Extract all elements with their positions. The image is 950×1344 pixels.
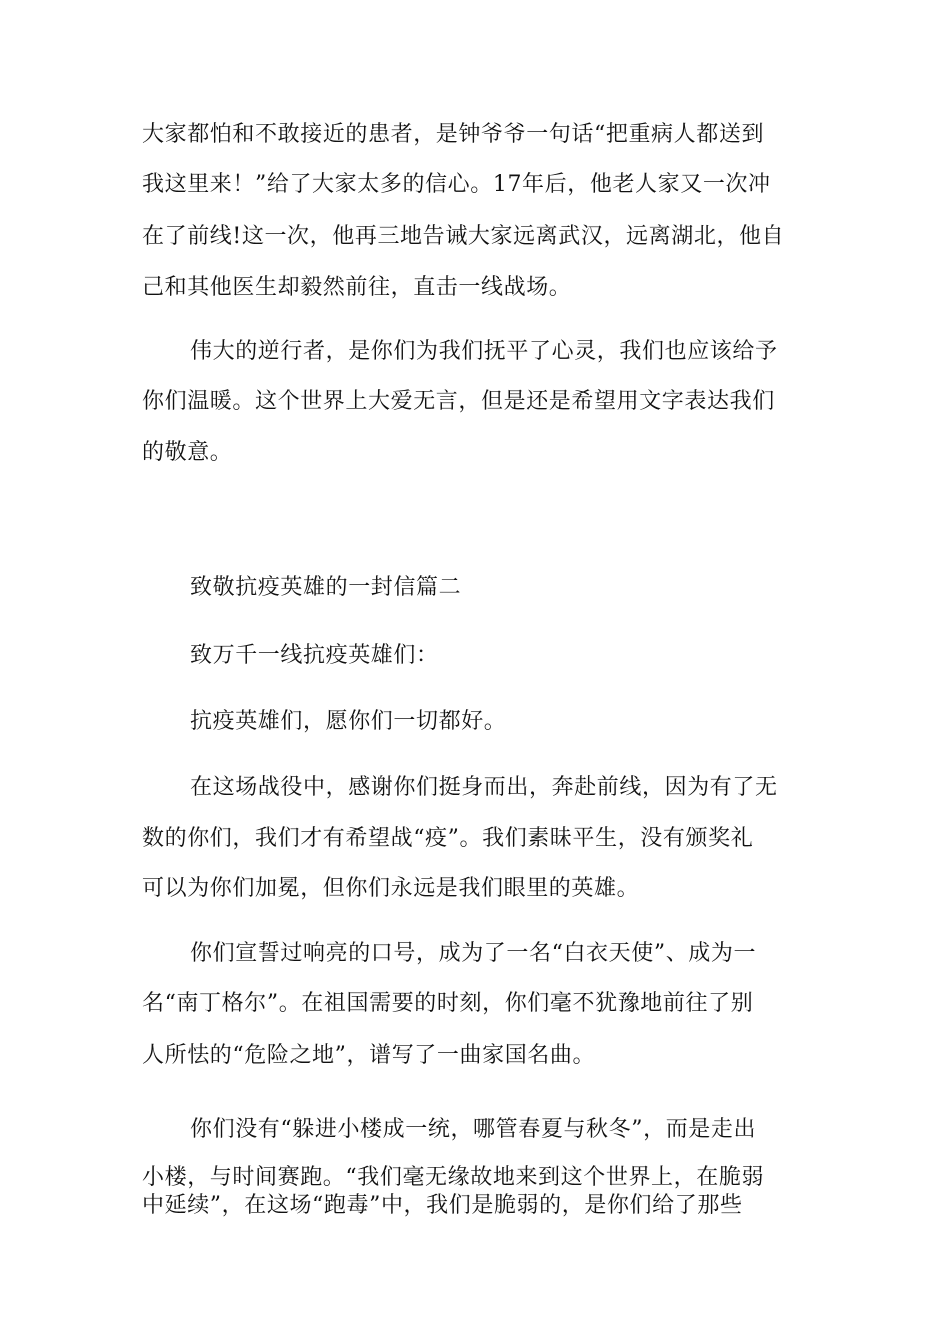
- paragraph-2-line-2: 你们温暖。这个世界上大爱无言，但是还是希望用文字表达我们: [142, 389, 775, 414]
- paragraph-4-line-3: 人所怯的“危险之地”，谱写了一曲家国名曲。: [142, 1043, 596, 1068]
- paragraph-5-line-3: 中延续”，在这场“跑毒”中，我们是脆弱的，是你们给了那些: [142, 1193, 743, 1218]
- paragraph-1-line-4: 己和其他医生却毅然前往，直击一线战场。: [142, 275, 572, 300]
- paragraph-3-line-1: 在这场战役中，感谢你们挺身而出，奔赴前线，因为有了无: [190, 775, 778, 800]
- paragraph-3-line-3: 可以为你们加冕，但你们永远是我们眼里的英雄。: [142, 876, 640, 901]
- paragraph-2-line-1: 伟大的逆行者，是你们为我们抚平了心灵，我们也应该给予: [190, 339, 778, 364]
- paragraph-5-line-1: 你们没有“躲进小楼成一统，哪管春夏与秋冬”，而是走出: [190, 1117, 757, 1142]
- salutation: 致万千一线抗疫英雄们：: [190, 643, 439, 668]
- paragraph-4-line-2: 名“南丁格尔”。在祖国需要的时刻，你们毫不犹豫地前往了别: [142, 991, 754, 1016]
- greeting: 抗疫英雄们，愿你们一切都好。: [190, 709, 507, 734]
- paragraph-1-line-3: 在了前线!这一次，他再三地告诫大家远离武汉，远离湖北，他自: [142, 224, 785, 249]
- paragraph-1-line-2: 我这里来！”给了大家太多的信心。17年后，他老人家又一次冲: [142, 172, 771, 197]
- section-title: 致敬抗疫英雄的一封信篇二: [190, 575, 462, 600]
- paragraph-1-line-1: 大家都怕和不敢接近的患者，是钟爷爷一句话“把重病人都送到: [142, 122, 765, 147]
- paragraph-5-line-2: 小楼，与时间赛跑。“我们毫无缘故地来到这个世界上，在脆弱: [142, 1165, 765, 1190]
- paragraph-2-line-3: 的敬意。: [142, 440, 233, 465]
- paragraph-4-line-1: 你们宣誓过响亮的口号，成为了一名“白衣天使”、成为一: [190, 941, 757, 966]
- paragraph-3-line-2: 数的你们，我们才有希望战“疫”。我们素昧平生，没有颁奖礼: [142, 826, 754, 851]
